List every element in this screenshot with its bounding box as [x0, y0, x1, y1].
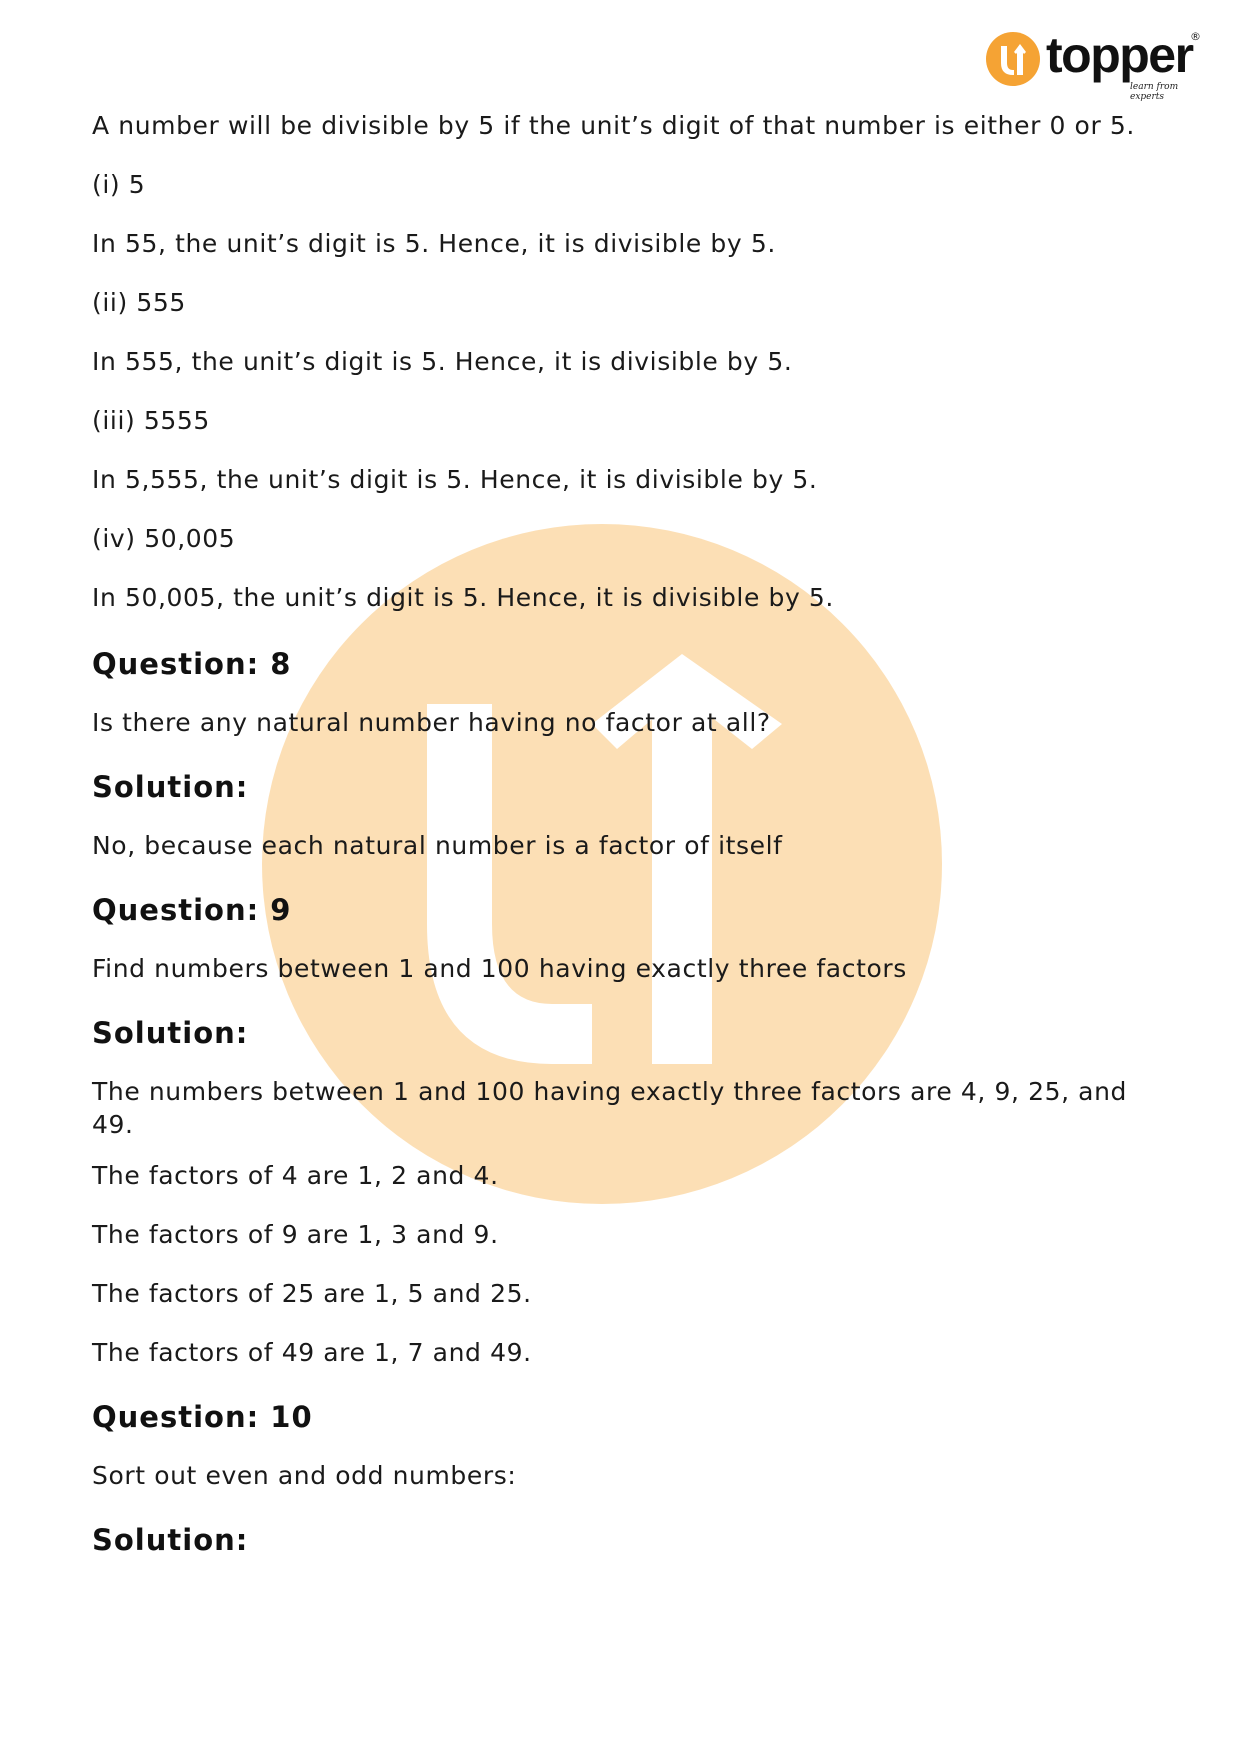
logo-badge-icon [986, 32, 1040, 86]
solution-text: The factors of 4 are 1, 2 and 4. [92, 1161, 499, 1190]
registered-mark: ® [1190, 30, 1201, 43]
paragraph: In 55, the unit’s digit is 5. Hence, it is divisible by 5. [92, 229, 776, 258]
paragraph: (iv) 50,005 [92, 524, 236, 553]
solution-text: The factors of 9 are 1, 3 and 9. [92, 1220, 499, 1249]
question-heading: Question: 9 [92, 893, 292, 927]
paragraph: (i) 5 [92, 170, 146, 199]
solution-text: The numbers between 1 and 100 having exactly three factors are 4, 9, 25, and 49. [92, 1077, 1128, 1139]
paragraph: In 555, the unit’s digit is 5. Hence, it is divisible by 5. [92, 347, 793, 376]
question-text: Find numbers between 1 and 100 having exactly three factors [92, 954, 907, 983]
paragraph: In 50,005, the unit’s digit is 5. Hence, it is divisible by 5. [92, 583, 834, 612]
question-heading: Question: 8 [92, 647, 292, 681]
brand-logo [986, 27, 1206, 102]
document-body [92, 109, 1152, 1582]
question-text: Is there any natural number having no factor at all? [92, 708, 771, 737]
logo-tagline: learn from experts [1130, 82, 1179, 102]
solution-heading: Solution: [92, 1523, 249, 1557]
logo-text: topper [1046, 27, 1193, 83]
paragraph: A number will be divisible by 5 if the unit’s digit of that number is either 0 or 5. [92, 111, 1135, 140]
paragraph: (ii) 555 [92, 288, 186, 317]
solution-heading: Solution: [92, 770, 249, 804]
solution-text: No, because each natural number is a factor of itself [92, 831, 783, 860]
paragraph: (iii) 5555 [92, 406, 210, 435]
paragraph: In 5,555, the unit’s digit is 5. Hence, it is divisible by 5. [92, 465, 818, 494]
solution-text: The factors of 25 are 1, 5 and 25. [92, 1279, 532, 1308]
question-text: Sort out even and odd numbers: [92, 1461, 517, 1490]
solution-text: The factors of 49 are 1, 7 and 49. [92, 1338, 532, 1367]
solution-heading: Solution: [92, 1016, 249, 1050]
question-heading: Question: 10 [92, 1400, 313, 1434]
